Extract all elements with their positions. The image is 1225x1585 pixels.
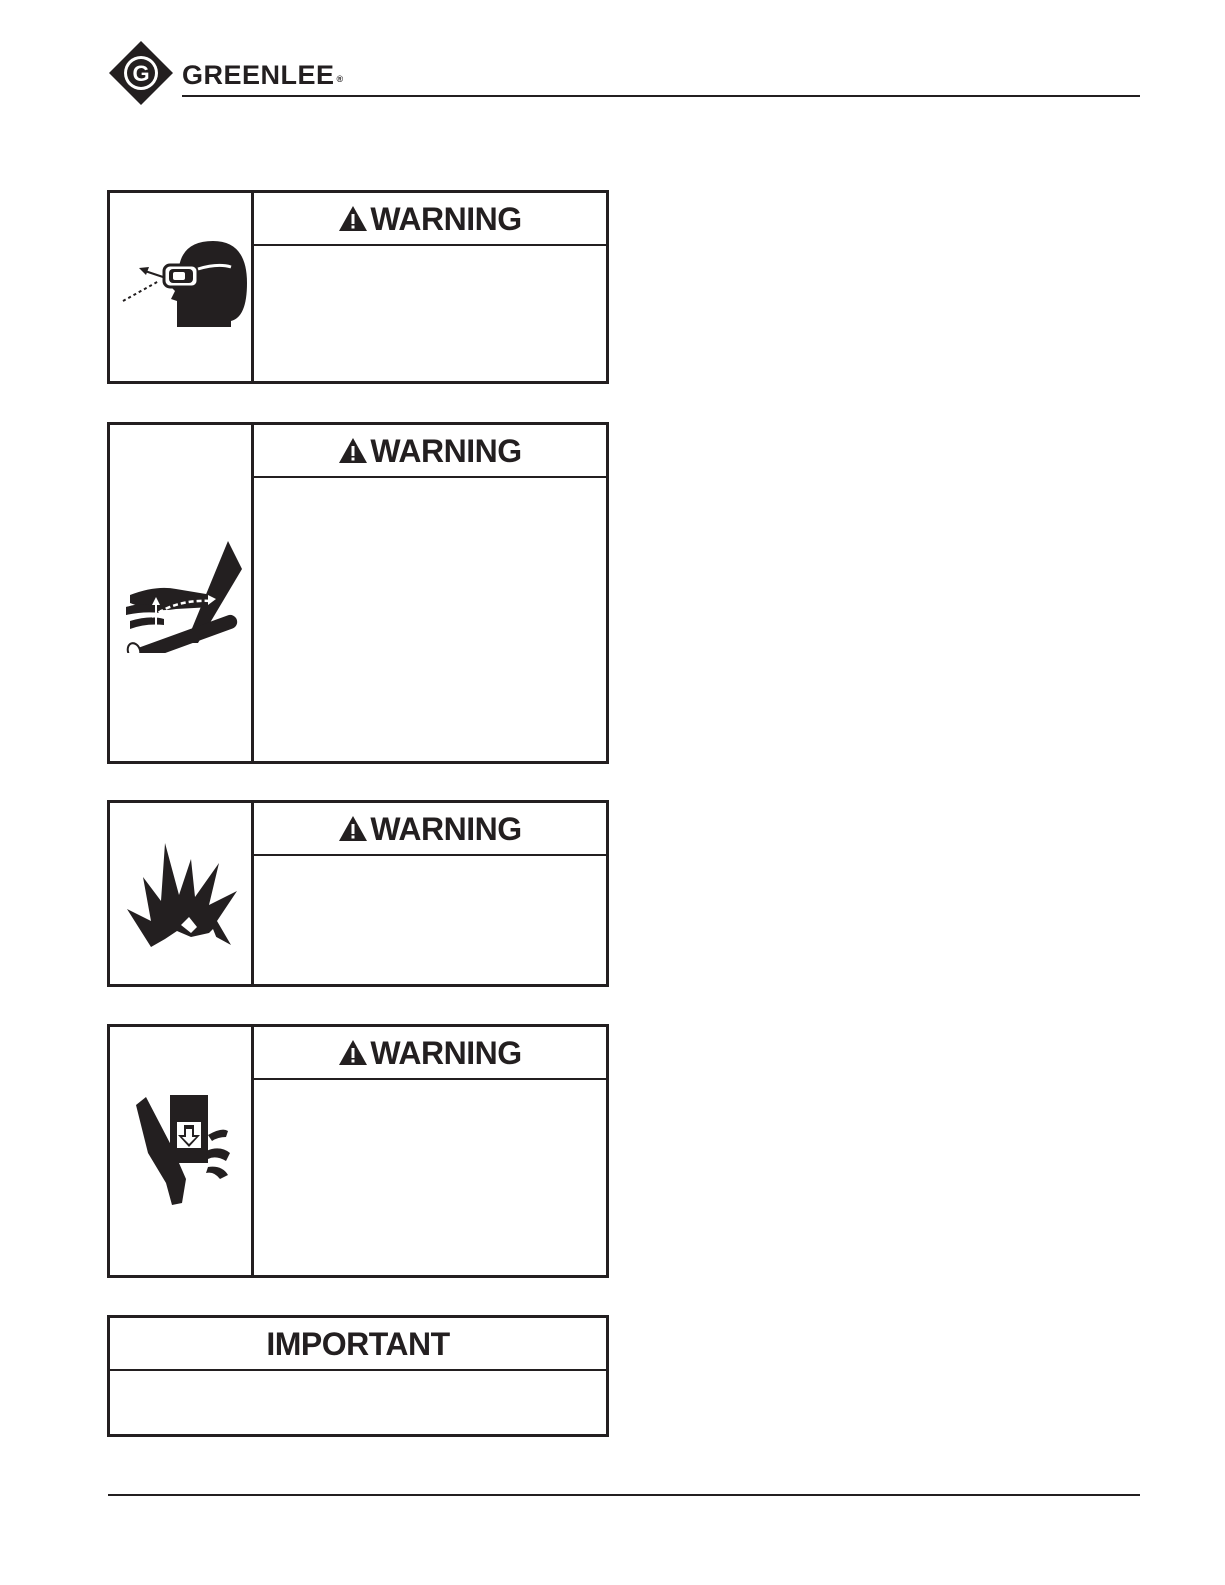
warning-box-eye-protection: [107, 190, 609, 384]
header-rule: [182, 95, 1140, 97]
warning-header: [254, 193, 606, 246]
signal-word-text: WARNING: [370, 1034, 522, 1071]
warning-signal-word: [338, 432, 522, 469]
icon-cell: [110, 803, 254, 984]
warning-signal-word: [338, 200, 522, 237]
important-signal-word: IMPORTANT: [266, 1325, 450, 1362]
warning-signal-word: [338, 1034, 522, 1071]
hydraulic-injection-hand-icon: [116, 533, 246, 653]
warning-header: [254, 425, 606, 478]
warning-body: [254, 246, 606, 381]
logo-letter: G: [132, 61, 150, 86]
warning-body: [254, 478, 606, 761]
alert-triangle-icon: [338, 437, 368, 464]
alert-triangle-icon: [338, 205, 368, 232]
footer-rule: [108, 1494, 1140, 1496]
warning-signal-word: [338, 810, 522, 847]
important-box: [107, 1315, 609, 1437]
warning-header: [254, 1027, 606, 1080]
page-header: [108, 40, 1140, 102]
signal-word-text: WARNING: [370, 810, 522, 847]
greenlee-logo-icon: [108, 40, 174, 106]
signal-word-text: WARNING: [370, 200, 522, 237]
important-header: [110, 1318, 606, 1371]
alert-triangle-icon: [338, 815, 368, 842]
warning-box-explosion: [107, 800, 609, 987]
icon-cell: [110, 193, 254, 381]
warning-header: [254, 803, 606, 856]
warning-body: [254, 856, 606, 984]
signal-word-text: WARNING: [370, 432, 522, 469]
warning-box-injection: [107, 422, 609, 764]
alert-triangle-icon: [338, 1039, 368, 1066]
warning-body: [254, 1080, 606, 1275]
registered-mark: ®: [336, 74, 344, 84]
icon-cell: [110, 1027, 254, 1275]
warning-box-crush: [107, 1024, 609, 1278]
explosion-icon: [121, 839, 241, 949]
safety-goggles-head-icon: [113, 237, 248, 337]
hand-crush-icon: [126, 1091, 236, 1211]
brand-name: [182, 60, 343, 91]
icon-cell: [110, 425, 254, 761]
brand-name-text: GREENLEE: [182, 60, 335, 90]
